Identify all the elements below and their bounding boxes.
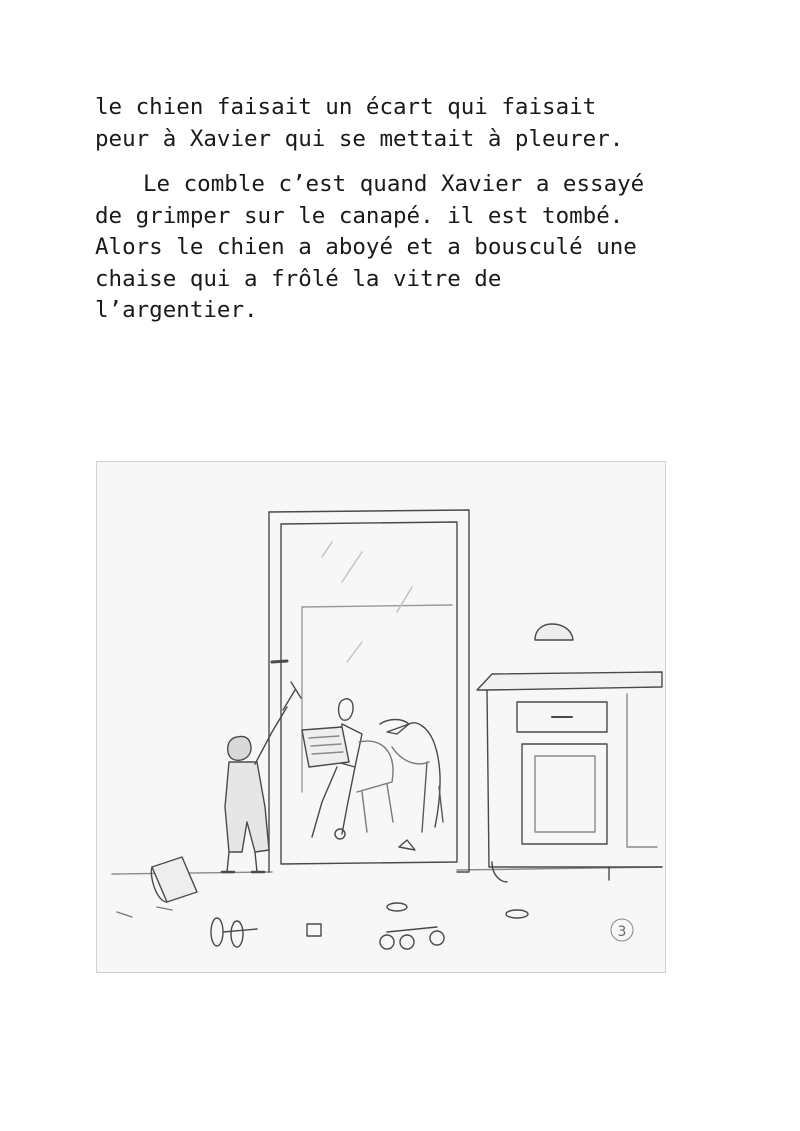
toy-bucket (117, 857, 197, 917)
story-text (95, 92, 735, 327)
floor-line (112, 867, 662, 874)
story-illustration (96, 461, 666, 973)
newspaper (302, 727, 349, 767)
text-line: l’argentier. (95, 297, 258, 323)
door-frame (269, 510, 469, 872)
text-line: Le comble c’est quand Xavier a essayé (143, 171, 645, 197)
dog (380, 720, 443, 833)
paragraph-2 (95, 169, 735, 327)
text-line: de grimper sur le canapé. il est tombé. (95, 202, 624, 229)
door-handle (272, 661, 287, 662)
argentier-sideboard (477, 624, 662, 882)
man-reading (302, 699, 393, 837)
text-line: chaise qui a frôlé la vitre de (95, 265, 502, 292)
paragraph-1 (95, 92, 735, 155)
hammer (283, 682, 301, 710)
text-line: Alors le chien a aboyé et a bousculé une (95, 234, 637, 260)
text-line: peur à Xavier qui se mettait à pleurer. (95, 125, 624, 152)
boy-xavier (222, 682, 301, 872)
page-number: 3 (617, 924, 627, 940)
armchair (357, 741, 393, 832)
text-line: le chien faisait un écart qui faisait (95, 94, 597, 120)
